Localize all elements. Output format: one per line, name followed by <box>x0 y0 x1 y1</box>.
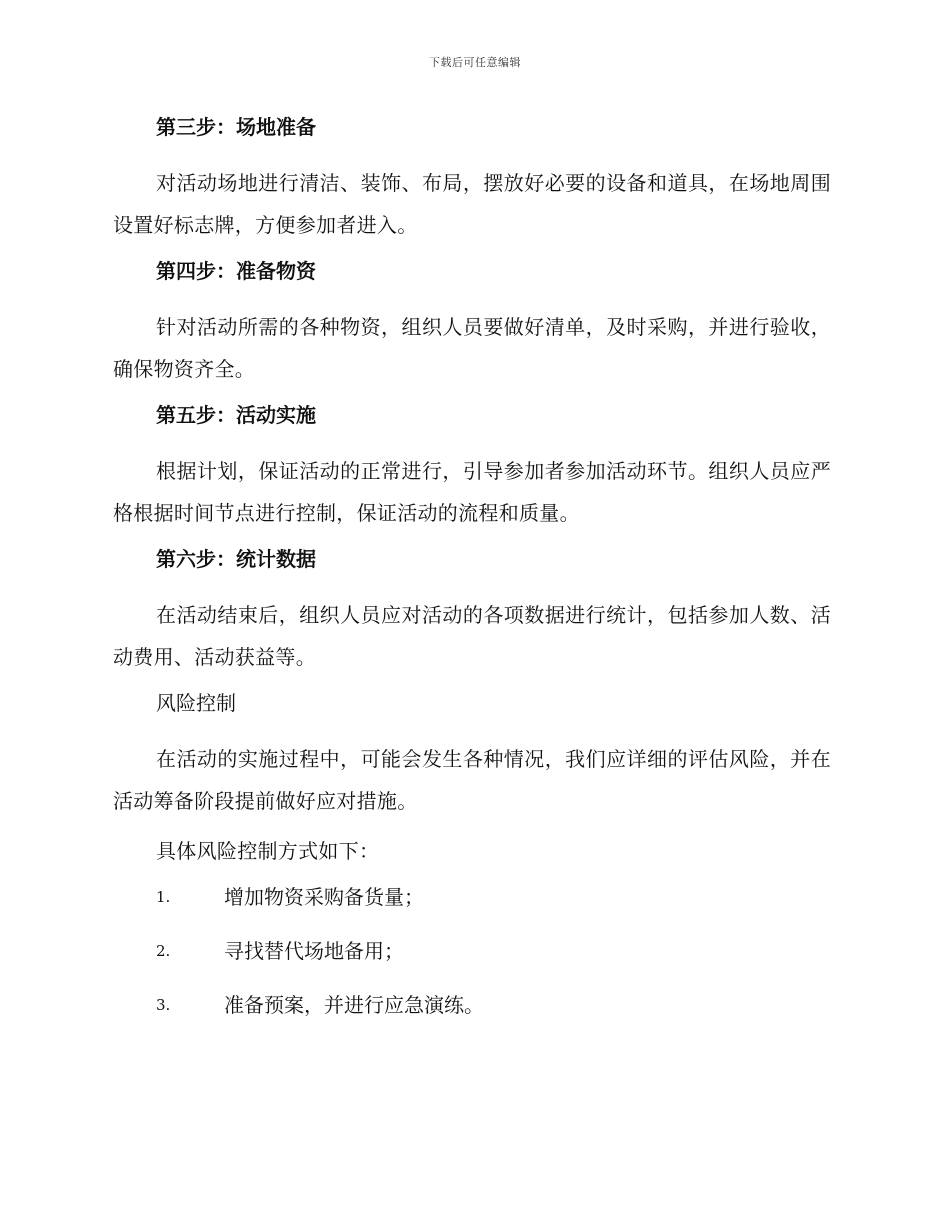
section-heading-step5: 第五步：活动实施 <box>156 403 316 427</box>
list-text: 增加物资采购备货量； <box>224 885 424 909</box>
risk-heading: 风险控制 <box>156 691 236 715</box>
header-note: 下载后可任意编辑 <box>429 56 521 69</box>
list-item <box>156 988 831 1022</box>
list-item <box>156 934 831 968</box>
list-number: 1. <box>156 888 171 906</box>
risk-paragraph: 在活动的实施过程中，可能会发生各种情况，我们应详细的评估风险，并在活动筹备阶段提前做好应对措施。 <box>113 747 831 813</box>
list-item <box>156 880 831 914</box>
section-heading-step3: 第三步：场地准备 <box>156 115 316 139</box>
section-heading-step6: 第六步：统计数据 <box>156 547 316 571</box>
section-paragraph-step5: 根据计划，保证活动的正常进行，引导参加者参加活动环节。组织人员应严格根据时间节点进行控制，保证活动的流程和质量。 <box>113 459 831 525</box>
list-number: 2. <box>156 942 171 960</box>
document-content <box>113 110 831 1042</box>
list-text: 准备预案，并进行应急演练。 <box>224 993 484 1017</box>
list-number: 3. <box>156 996 171 1014</box>
risk-intro: 具体风险控制方式如下： <box>156 839 380 863</box>
section-paragraph-step3: 对活动场地进行清洁、装饰、布局，摆放好必要的设备和道具，在场地周围设置好标志牌，方便参加者进入。 <box>113 171 831 237</box>
section-heading-step4: 第四步：准备物资 <box>156 259 316 283</box>
section-paragraph-step4: 针对活动所需的各种物资，组织人员要做好清单，及时采购，并进行验收，确保物资齐全。 <box>113 315 831 381</box>
section-paragraph-step6: 在活动结束后，组织人员应对活动的各项数据进行统计，包括参加人数、活动费用、活动获益等。 <box>113 603 831 669</box>
list-text: 寻找替代场地备用； <box>224 939 404 963</box>
